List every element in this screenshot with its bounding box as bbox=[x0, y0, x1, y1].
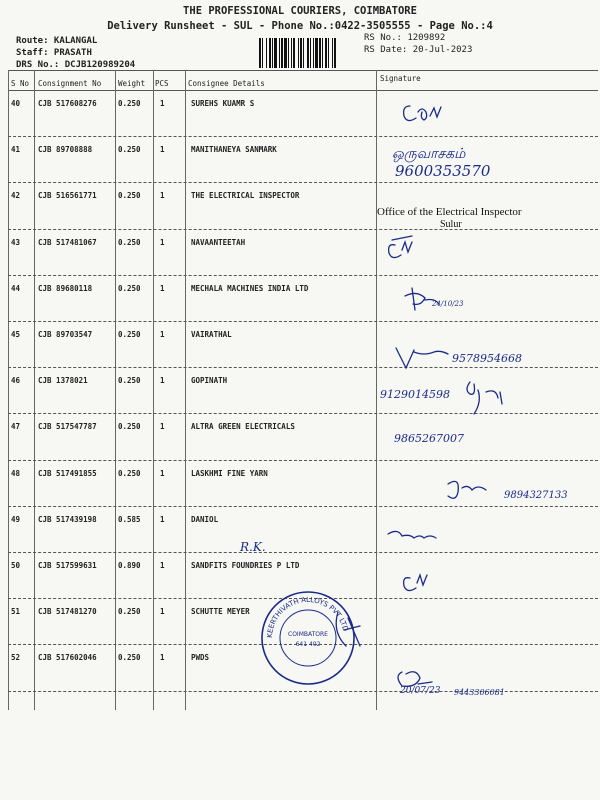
row-consignee: MANITHANEYA SANMARK bbox=[191, 145, 277, 155]
row-consignment-no: CJB 517599631 bbox=[38, 561, 97, 570]
svg-text:COIMBATORE: COIMBATORE bbox=[288, 631, 328, 638]
barcode-bar bbox=[300, 38, 302, 68]
barcode-bar bbox=[274, 38, 277, 68]
row-weight: 0.250 bbox=[118, 191, 141, 201]
row-weight: 0.250 bbox=[118, 468, 141, 478]
row-weight: 0.250 bbox=[118, 330, 141, 339]
col-header-signature: Signature bbox=[380, 74, 421, 83]
row-divider bbox=[8, 460, 598, 461]
row-weight: 0.250 bbox=[118, 422, 141, 432]
row-sno: 51 bbox=[11, 607, 21, 617]
row-pcs: 1 bbox=[160, 653, 165, 663]
handwritten-phone-45: 9578954668 bbox=[452, 352, 522, 365]
row-divider bbox=[8, 413, 598, 414]
row-divider bbox=[8, 182, 598, 183]
drs-label: DRS No.: DCJB120989204 bbox=[16, 60, 136, 70]
row-consignee: NAVAANTEETAH bbox=[191, 237, 246, 247]
row-consignee: SCHUTTE MEYER bbox=[191, 607, 250, 617]
route-label: Route: KALANGAL bbox=[16, 36, 98, 46]
barcode-bar bbox=[319, 38, 321, 68]
col-header-weight: Weight bbox=[118, 79, 146, 88]
row-divider bbox=[8, 367, 598, 368]
row-sno: 44 bbox=[11, 283, 21, 293]
row-weight: 0.250 bbox=[118, 607, 141, 617]
table-row bbox=[0, 509, 600, 555]
barcode-bar bbox=[325, 38, 327, 68]
row-pcs: 1 bbox=[160, 283, 165, 293]
barcode-bar bbox=[266, 38, 267, 68]
row-pcs: 1 bbox=[160, 514, 165, 524]
handwritten-phone-47: 9865267007 bbox=[394, 432, 464, 445]
rs-number: RS No.: 1209892 bbox=[364, 33, 446, 43]
row-consignee: ALTRA GREEN ELECTRICALS bbox=[191, 422, 295, 432]
row-sno: 40 bbox=[11, 99, 21, 108]
row-divider bbox=[8, 506, 598, 507]
barcode-image bbox=[258, 38, 360, 68]
row-consignee: LASKHMI FINE YARN bbox=[191, 468, 268, 478]
table-row bbox=[0, 463, 600, 509]
row-divider bbox=[8, 691, 598, 692]
row-consignment-no: CJB 517608276 bbox=[38, 99, 97, 108]
barcode-bar bbox=[328, 38, 329, 68]
row-sno: 50 bbox=[11, 561, 21, 570]
table-row bbox=[0, 232, 600, 278]
svg-text:641 402: 641 402 bbox=[295, 641, 321, 648]
staff-label: Staff: PRASATH bbox=[16, 48, 92, 58]
barcode-bar bbox=[288, 38, 289, 68]
row-divider bbox=[8, 552, 598, 553]
row-consignee: THE ELECTRICAL INSPECTOR bbox=[191, 191, 300, 201]
row-sno: 42 bbox=[11, 191, 21, 201]
row-consignee: SANDFITS FOUNDRIES P LTD bbox=[191, 561, 300, 570]
electrical-inspector-stamp-place: Sulur bbox=[440, 219, 462, 230]
handwritten-date-52: 20/07/23 bbox=[400, 686, 441, 696]
row-pcs: 1 bbox=[160, 376, 165, 386]
table-row bbox=[0, 93, 600, 139]
col-header-consignment: Consignment No bbox=[38, 79, 102, 88]
barcode-bar bbox=[279, 38, 280, 68]
row-weight: 0.585 bbox=[118, 514, 141, 524]
row-pcs: 1 bbox=[160, 145, 165, 155]
barcode-bar bbox=[262, 38, 263, 68]
row-divider bbox=[8, 321, 598, 322]
row-weight: 0.890 bbox=[118, 561, 141, 570]
row-weight: 0.250 bbox=[118, 145, 141, 155]
row-sno: 43 bbox=[11, 237, 21, 247]
row-sno: 48 bbox=[11, 468, 21, 478]
handwritten-phone-46: 9129014598 bbox=[380, 388, 450, 401]
barcode-bar bbox=[322, 38, 323, 68]
table-row bbox=[0, 416, 600, 462]
row-pcs: 1 bbox=[160, 330, 165, 339]
col-header-sno: S No bbox=[11, 79, 30, 88]
table-row bbox=[0, 139, 600, 185]
row-divider bbox=[8, 136, 598, 137]
row-pcs: 1 bbox=[160, 191, 165, 201]
barcode-bar bbox=[272, 38, 273, 68]
barcode-bar bbox=[303, 38, 304, 68]
row-consignee: VAIRATHAL bbox=[191, 330, 232, 339]
row-consignment-no: CJB 516561771 bbox=[38, 191, 97, 201]
row-pcs: 1 bbox=[160, 561, 165, 570]
handwritten-note-50: R.K. bbox=[240, 540, 266, 554]
rs-date: RS Date: 20-Jul-2023 bbox=[364, 45, 473, 55]
barcode-bar bbox=[293, 38, 295, 68]
row-consignment-no: CJB 517547787 bbox=[38, 422, 97, 432]
table-top-border bbox=[8, 70, 598, 71]
col-header-pcs: PCS bbox=[155, 79, 169, 88]
row-weight: 0.250 bbox=[118, 283, 141, 293]
handwritten-tamil-name: ஒருவாசகம் bbox=[392, 146, 466, 162]
row-divider bbox=[8, 229, 598, 230]
handwritten-phone-52: 9443306081 bbox=[454, 688, 505, 697]
barcode-bar bbox=[281, 38, 283, 68]
row-consignment-no: CJB 89703547 bbox=[38, 330, 93, 339]
runsheet-title: Delivery Runsheet - SUL - Phone No.:0422-3505555 - Page No.:4 bbox=[107, 20, 493, 32]
row-pcs: 1 bbox=[160, 607, 165, 617]
row-consignment-no: CJB 1378021 bbox=[38, 376, 88, 386]
row-consignment-no: CJB 517439198 bbox=[38, 514, 97, 524]
row-consignee: DANIOL bbox=[191, 514, 219, 524]
row-pcs: 1 bbox=[160, 99, 165, 108]
row-sno: 49 bbox=[11, 514, 21, 524]
row-consignment-no: CJB 89680118 bbox=[38, 283, 93, 293]
col-header-consignee: Consignee Details bbox=[188, 79, 265, 88]
row-sno: 45 bbox=[11, 330, 21, 339]
row-consignment-no: CJB 517602046 bbox=[38, 653, 97, 663]
header-divider bbox=[8, 90, 598, 91]
barcode-bar bbox=[284, 38, 287, 68]
row-consignee: PWDS bbox=[191, 653, 210, 663]
company-seal-stamp bbox=[258, 588, 358, 688]
row-pcs: 1 bbox=[160, 422, 165, 432]
table-row bbox=[0, 370, 600, 416]
row-weight: 0.250 bbox=[118, 237, 141, 247]
table-row bbox=[0, 278, 600, 324]
svg-text:KEERTHIVATH ALLOYS PVT LTD: KEERTHIVATH ALLOYS PVT LTD bbox=[265, 595, 350, 639]
row-pcs: 1 bbox=[160, 237, 165, 247]
barcode-bar bbox=[332, 38, 333, 68]
barcode-bar bbox=[269, 38, 271, 68]
row-divider bbox=[8, 275, 598, 276]
row-consignment-no: CJB 517481270 bbox=[38, 607, 97, 617]
row-sno: 46 bbox=[11, 376, 21, 386]
row-sno: 47 bbox=[11, 422, 21, 432]
barcode-bar bbox=[259, 38, 261, 68]
barcode-bar bbox=[313, 38, 314, 68]
row-consignee: MECHALA MACHINES INDIA LTD bbox=[191, 283, 309, 293]
row-weight: 0.250 bbox=[118, 376, 141, 386]
handwritten-date-44: 24/10/23 bbox=[432, 300, 464, 308]
barcode-bar bbox=[307, 38, 309, 68]
row-consignment-no: CJB 517491855 bbox=[38, 468, 97, 478]
row-weight: 0.250 bbox=[118, 99, 141, 108]
row-consignee: GOPINATH bbox=[191, 376, 228, 386]
barcode-bar bbox=[310, 38, 311, 68]
barcode-bar bbox=[291, 38, 292, 68]
row-sno: 41 bbox=[11, 145, 21, 155]
barcode-bar bbox=[334, 38, 336, 68]
row-weight: 0.250 bbox=[118, 653, 141, 663]
handwritten-phone-41: 9600353570 bbox=[395, 162, 491, 180]
electrical-inspector-stamp: Office of the Electrical Inspector bbox=[377, 206, 522, 218]
row-consignment-no: CJB 89708888 bbox=[38, 145, 93, 155]
row-pcs: 1 bbox=[160, 468, 165, 478]
row-consignment-no: CJB 517481067 bbox=[38, 237, 97, 247]
row-sno: 52 bbox=[11, 653, 21, 663]
handwritten-phone-48: 9894327133 bbox=[504, 490, 568, 501]
row-consignee: SUREHS KUAMR S bbox=[191, 99, 255, 108]
barcode-bar bbox=[315, 38, 318, 68]
company-title: THE PROFESSIONAL COURIERS, COIMBATORE bbox=[183, 5, 417, 17]
barcode-bar bbox=[298, 38, 299, 68]
